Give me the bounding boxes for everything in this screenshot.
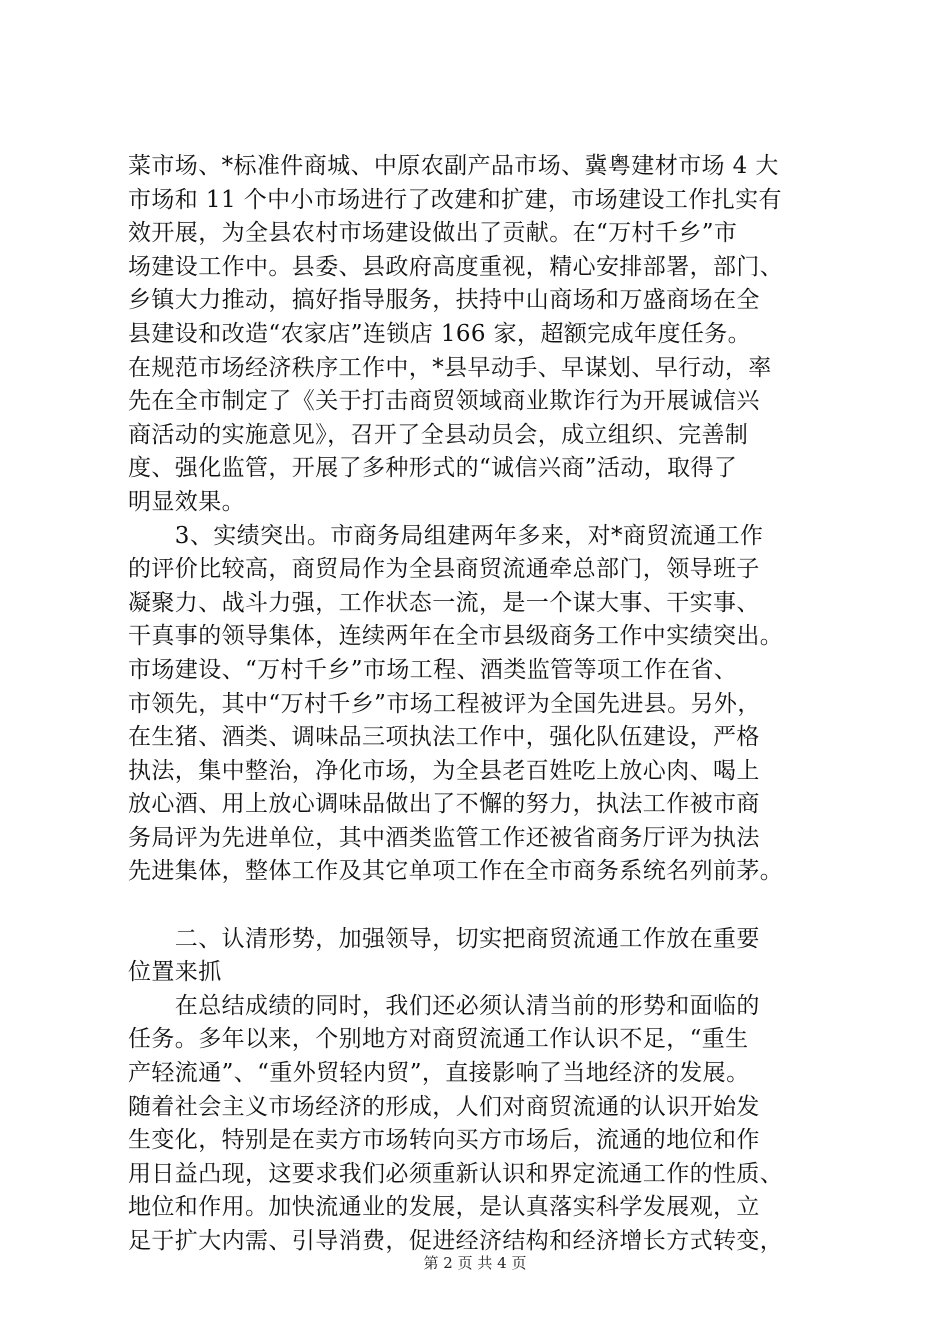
document-body	[128, 150, 842, 1259]
text-line: 足于扩大内需、引导消费，促进经济结构和经济增长方式转变，	[128, 1228, 784, 1254]
text-line: 凝聚力、战斗力强，工作状态一流，是一个谋大事、干实事、	[128, 589, 760, 616]
text-line: 市场建设、“万村千乡”市场工程、酒类监管等项工作在省、	[128, 656, 738, 683]
text-line: 用日益凸现，这要求我们必须重新认识和界定流通工作的性质、	[128, 1160, 784, 1187]
text-line: 放心酒、用上放心调味品做出了不懈的努力，执法工作被市商	[128, 791, 760, 818]
text-line: 在生猪、酒类、调味品三项执法工作中，强化队伍建设，严格	[128, 724, 760, 751]
text-line: 市场和 11 个中小市场进行了改建和扩建，市场建设工作扎实有	[128, 186, 782, 213]
text-line: 执法，集中整治，净化市场，为全县老百姓吃上放心肉、喝上	[128, 757, 760, 784]
paragraph	[128, 520, 842, 890]
text-line: 位置来抓	[128, 959, 222, 986]
text-line: 生变化，特别是在卖方市场转向买方市场后，流通的地位和作	[128, 1127, 760, 1154]
text-line: 县建设和改造“农家店”连锁店 166 家，超额完成年度任务。	[128, 320, 752, 347]
text-line: 地位和作用。加快流通业的发展，是认真落实科学发展观，立	[128, 1194, 760, 1221]
text-line: 菜市场、*标准件商城、中原农副产品市场、冀粤建材市场 4 大	[128, 153, 779, 179]
text-line: 市领先，其中“万村千乡”市场工程被评为全国先进县。另外，	[128, 690, 761, 717]
text-line: 度、强化监管，开展了多种形式的“诚信兴商”活动，取得了	[128, 455, 738, 482]
text-line: 效开展，为全县农村市场建设做出了贡献。在“万村千乡”市	[128, 220, 738, 247]
text-line: 先进集体，整体工作及其它单项工作在全市商务系统名列前茅。	[128, 858, 784, 885]
text-line: 务局评为先进单位，其中酒类监管工作还被省商务厅评为执法	[128, 824, 760, 851]
text-line: 二、认清形势，加强领导，切实把商贸流通工作放在重要	[128, 925, 760, 952]
text-line: 的评价比较高，商贸局作为全县商贸流通牵总部门，领导班子	[128, 556, 760, 583]
paragraph	[128, 923, 842, 990]
text-line: 明显效果。	[128, 488, 245, 515]
text-line: 先在全市制定了《关于打击商贸领域商业欺诈行为开展诚信兴	[128, 388, 760, 415]
paragraph	[128, 990, 842, 1259]
text-line: 随着社会主义市场经济的形成，人们对商贸流通的认识开始发	[128, 1093, 760, 1120]
text-line: 商活动的实施意见》，召开了全县动员会，成立组织、完善制	[128, 421, 749, 448]
text-line: 在总结成绩的同时，我们还必须认清当前的形势和面临的	[128, 992, 760, 1019]
text-line: 乡镇大力推动，搞好指导服务，扶持中山商场和万盛商场在全	[128, 287, 760, 314]
text-line: 任务。多年以来，个别地方对商贸流通工作认识不足，“重生	[128, 1026, 749, 1053]
text-line: 3、实绩突出。市商务局组建两年多来，对*商贸流通工作	[128, 522, 764, 549]
text-line: 产轻流通”、“重外贸轻内贸”，直接影响了当地经济的发展。	[128, 1060, 750, 1087]
text-line: 干真事的领导集体，连续两年在全市县级商务工作中实绩突出。	[128, 623, 784, 650]
page-footer: 第 2 页 共 4 页	[423, 1254, 527, 1272]
paragraph-gap	[128, 889, 842, 923]
text-line: 场建设工作中。县委、县政府高度重视，精心安排部署，部门、	[128, 253, 784, 280]
text-line: 在规范市场经济秩序工作中，*县早动手、早谋划、早行动，率	[128, 354, 772, 381]
paragraph	[128, 150, 842, 520]
